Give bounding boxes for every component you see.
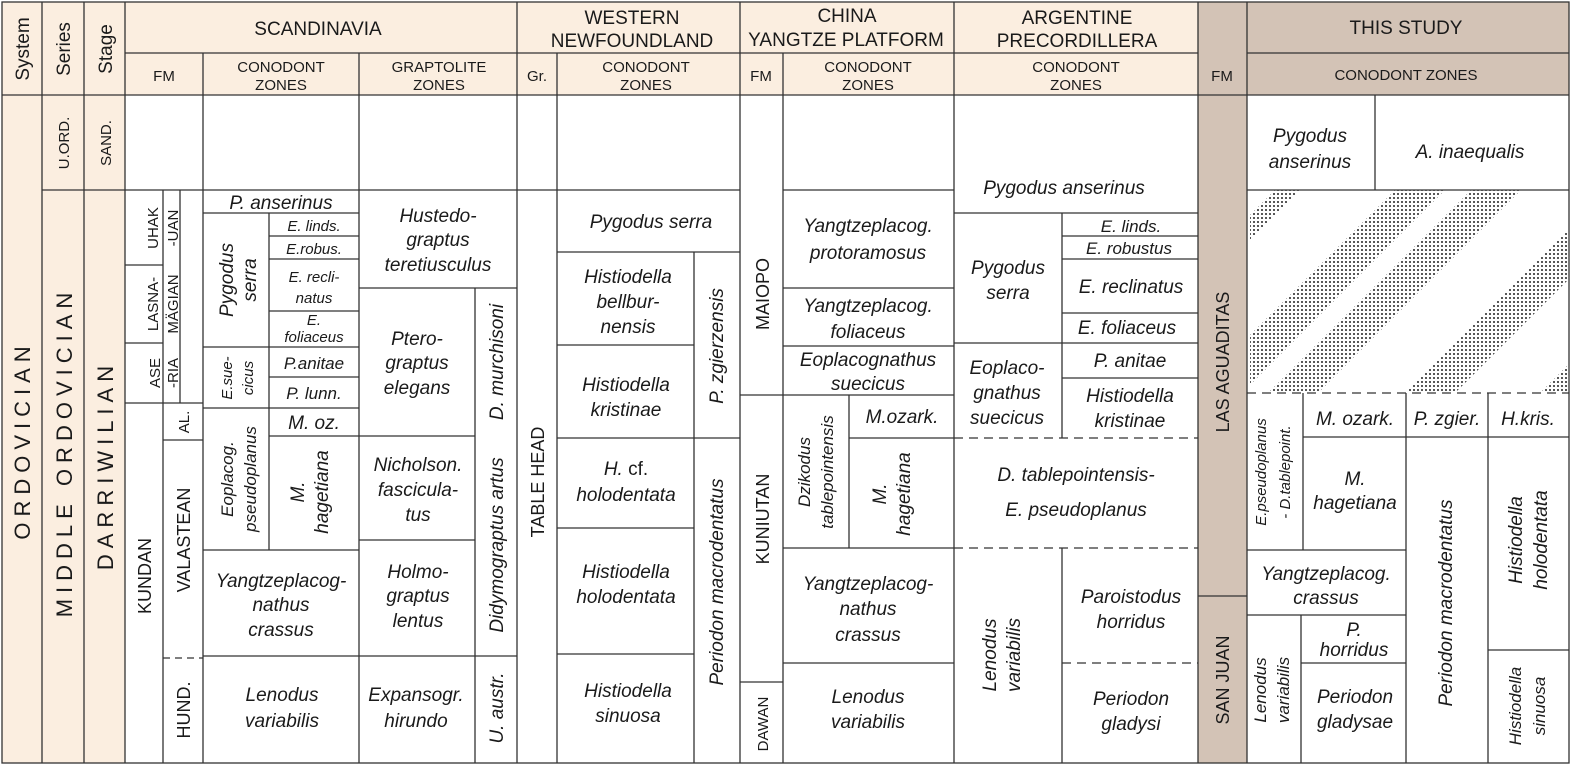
arg-dtable-1: D. tablepointensis- [997,465,1155,486]
nf-sinuosa-1: Histiodella [584,681,672,702]
scan-graptolite-header-1: GRAPTOLITE [391,59,487,76]
grap-hustedo-2: graptus [406,230,470,251]
study-periodon-macro: Periodon macrodentatus [1436,499,1457,707]
study-p-horridus-2: horridus [1319,640,1389,661]
study-m-hagetiana-2: hagetiana [1313,493,1397,514]
grap-hustedo-3: teretiusculus [384,255,492,276]
fm-aseria-2: -RIA [165,358,182,388]
grap-ptero-2: graptus [385,353,449,374]
china-m-ozark: M.ozark. [865,407,939,428]
argentine-header-1: ARGENTINE [1021,8,1133,29]
china-foliaceus-1: Yangtzeplacog. [803,296,933,317]
arg-kristinae-1: Histiodella [1086,386,1174,407]
scan-p-anserinus: P. anserinus [229,193,333,214]
newfoundland-section [528,212,728,727]
fm-uhakuan-1: UHAK [145,207,162,249]
scan-lenodus-2: variabilis [245,711,319,732]
nf-holodentata-2: holodentata [576,587,676,608]
nf-holodentata-cf-2: holodentata [576,485,676,506]
arg-lenodus-1: Lenodus [980,618,1001,692]
nf-holodentata-1: Histiodella [582,562,670,583]
scan-conodont-header-2: ZONES [255,77,307,94]
arg-paroistodus-1: Paroistodus [1080,587,1182,608]
scan-e-reclinatus-2: natus [295,290,333,307]
series-middle: MIDDLE ORDOVICIAN [52,286,77,618]
study-e-pseudo-2: - D.tablepoint. [1277,425,1294,519]
china-m-hagetiana-1: M. [870,483,891,505]
study-p-horridus-1: P. [1346,620,1362,641]
arg-conodont-header-1: CONODONT [1032,59,1120,76]
scan-pygodus-serra-2: serra [240,258,261,302]
series-header: Series [54,22,75,76]
china-header-2: YANGTZE PLATFORM [748,30,944,51]
scan-eoplacog-2: pseudoplanus [241,426,260,532]
study-periodon-gladysae-1: Periodon [1316,687,1394,708]
study-m-ozark: M. ozark. [1315,409,1395,430]
nf-kristinae-2: kristinae [590,400,662,421]
scan-pygodus-serra-1: Pygodus [217,243,238,317]
study-p-zgier: P. zgier. [1413,409,1481,430]
grap-expanso-1: Expansogr. [368,685,464,706]
arg-e-linds: E. linds. [1100,217,1162,236]
china-fm-kuniutan: KUNIUTAN [753,473,773,565]
arg-eoplaco-3: suecicus [970,408,1044,429]
nf-bellburnensis-2: bellbur- [596,292,660,313]
scan-p-lunn: P. lunn. [286,384,342,403]
study-fm-header: FM [1211,68,1233,85]
china-eoplac-1: Eoplacognathus [799,350,937,371]
arg-eoplaco-2: gnathus [973,383,1041,404]
fm-al: AL. [176,410,193,434]
nf-gr-header: Gr. [526,68,548,85]
scan-graptolite-header-2: ZONES [413,77,465,94]
scan-lenodus-1: Lenodus [245,685,319,706]
nf-bellburnensis-1: Histiodella [584,267,672,288]
grap-d-murchisoni: D. murchisoni [487,303,508,421]
nf-h-cf-tspan: H. [603,459,629,480]
grap-nicholson-2: fascicula- [377,480,459,501]
scan-e-robus: E.robus. [286,241,342,258]
china-m-hagetiana-2: hagetiana [894,452,915,536]
study-fm-san-juan: SAN JUAN [1213,635,1233,725]
stage-darriwilian: DARRIWILIAN [93,359,118,571]
china-yangtze-2: nathus [839,599,897,620]
grap-holmo-2: graptus [386,586,450,607]
arg-dtable-2: E. pseudoplanus [1005,500,1147,521]
arg-e-reclinatus: E. reclinatus [1078,277,1184,298]
fm-lasnamagian-1: LASNA- [145,276,162,332]
grap-nicholson-3: tus [405,505,431,526]
hatched-gap [1250,190,1569,393]
grap-didymo: Didymograptus artus [487,457,508,633]
study-pygodus-anserinus-2: anserinus [1268,152,1352,173]
arg-kristinae-2: kristinae [1094,411,1166,432]
newfoundland-header-1: WESTERN [584,8,680,29]
scan-m-oz: M. oz. [288,413,340,434]
arg-periodon-2: gladysi [1101,714,1161,735]
this-study-header: THIS STUDY [1349,18,1463,39]
grap-holmo-1: Holmo- [387,562,449,583]
study-fm-las-aguaditas: LAS AGUADITAS [1213,291,1233,433]
scan-e-suecicus-2: cicus [240,360,257,396]
china-fm-header: FM [750,68,772,85]
fm-aseria-1: ASE [147,357,164,389]
study-lenodus-1: Lenodus [1251,657,1270,723]
scan-fm-header: FM [153,68,175,85]
study-e-pseudo-1: E.pseudoplanus [1253,418,1270,526]
study-pygodus-anserinus-1: Pygodus [1273,126,1347,147]
nf-bellburnensis-3: nensis [600,317,656,338]
study-periodon-gladysae-2: gladysae [1316,712,1394,733]
study-lenodus-2: variabilis [1274,656,1293,724]
newfoundland-header-2: NEWFOUNDLAND [550,31,714,52]
scan-e-foliaceus-2: foliaceus [284,329,344,346]
nf-conodont-header-2: ZONES [620,77,672,94]
china-dzikodus-2: tablepointensis [818,415,837,529]
nf-table-head: TABLE HEAD [528,426,548,538]
china-fm-maiopo: MAIOPO [753,257,773,331]
scan-yangtze-3: crassus [248,620,314,641]
scandinavia-header: SCANDINAVIA [254,19,382,40]
china-dzikodus-1: Dzikodus [795,437,814,507]
arg-lenodus-2: variabilis [1004,618,1025,692]
china-conodont-header-1: CONODONT [824,59,912,76]
fm-lasnamagian-2: MÄGIAN [165,274,182,334]
nf-conodont-header-1: CONODONT [602,59,690,76]
stage-upper: SAND. [98,120,115,166]
scan-e-suecicus-1: E.sue- [219,356,236,400]
study-yangtze-2: crassus [1293,588,1359,609]
china-header-1: CHINA [817,6,877,27]
arg-pygodus-serra-1: Pygodus [971,258,1045,279]
study-h-kris: H.kris. [1501,409,1555,430]
china-section [753,216,938,751]
china-yangtze-1: Yangtzeplacog- [802,574,934,595]
scan-p-anitae: P.anitae [283,354,345,373]
arg-pygodus-serra-2: serra [986,283,1030,304]
grap-ptero-3: elegans [383,378,451,399]
arg-p-anitae: P. anitae [1093,351,1167,372]
system-ordovician: ORDOVICIAN [10,340,35,540]
nf-pygodus-serra: Pygodus serra [589,212,713,233]
scan-conodont-header-1: CONODONT [237,59,325,76]
fm-kundan: KUNDAN [135,537,155,615]
study-h-sinuosa-1: Histiodella [1506,666,1525,746]
study-yangtze-1: Yangtzeplacog. [1261,564,1391,585]
grap-holmo-3: lentus [392,611,444,632]
arg-conodont-header-2: ZONES [1050,77,1102,94]
scan-m-hagetiana-1: M. [288,481,309,503]
arg-e-foliaceus: E. foliaceus [1077,318,1177,339]
china-protoramosus-1: Yangtzeplacog. [803,216,933,237]
nf-periodon: Periodon macrodentatus [707,478,728,686]
arg-e-robustus: E. robustus [1086,239,1172,258]
fm-valastean: VALASTEAN [174,487,194,593]
study-conodont-header: CONODONT ZONES [1334,67,1478,84]
china-lenodus-1: Lenodus [831,687,905,708]
series-upper: U.ORD. [56,116,73,170]
arg-paroistodus-2: horridus [1096,612,1166,633]
china-protoramosus-2: protoramosus [809,243,927,264]
grap-expanso-2: hirundo [384,711,448,732]
china-foliaceus-2: foliaceus [830,322,906,343]
scan-m-hagetiana-2: hagetiana [312,450,333,534]
arg-periodon-1: Periodon [1092,689,1170,710]
arg-pygodus-anserinus: Pygodus anserinus [983,178,1145,199]
fm-uhakuan-2: -UAN [165,209,182,247]
scandinavia-section [135,193,508,744]
argentine-section [970,178,1184,735]
nf-holodentata-cf-1 [604,459,648,480]
arg-eoplaco-1: Eoplaco- [969,358,1045,379]
grap-u-austr: U. austr. [487,672,508,744]
china-fm-dawan: DAWAN [755,696,772,752]
china-conodont-header-2: ZONES [842,77,894,94]
system-header: System [13,17,34,81]
scan-e-reclinatus-1: E. recli- [288,269,340,286]
argentine-header-2: PRECORDILLERA [996,31,1158,52]
nf-kristinae-1: Histiodella [582,375,670,396]
fm-hund: HUND. [174,681,194,739]
stage-header: Stage [96,24,117,74]
scan-e-foliaceus-1: E. [306,312,322,329]
study-h-sinuosa-2: sinuosa [1530,676,1549,736]
grap-hustedo-1: Hustedo- [399,206,477,227]
nf-cf-upright: cf. [628,459,649,480]
study-m-hagetiana-1: M. [1344,469,1366,490]
scan-yangtze-1: Yangtzeplacog- [215,571,347,592]
grap-ptero-1: Ptero- [391,329,443,350]
scan-yangtze-2: nathus [252,595,310,616]
china-eoplac-2: suecicus [831,374,905,395]
nf-sinuosa-2: sinuosa [595,706,661,727]
scan-eoplacog-1: Eoplacog. [218,441,237,517]
china-yangtze-3: crassus [835,625,901,646]
scan-e-linds: E. linds. [287,218,341,235]
china-lenodus-2: variabilis [831,712,905,733]
study-h-holodentata-1: Histiodella [1506,496,1527,584]
study-a-inaequalis: A. inaequalis [1415,142,1525,163]
nf-p-zgierzensis: P. zgierzensis [707,288,728,404]
study-h-holodentata-2: holodentata [1531,490,1552,590]
grap-nicholson-1: Nicholson. [373,455,463,476]
